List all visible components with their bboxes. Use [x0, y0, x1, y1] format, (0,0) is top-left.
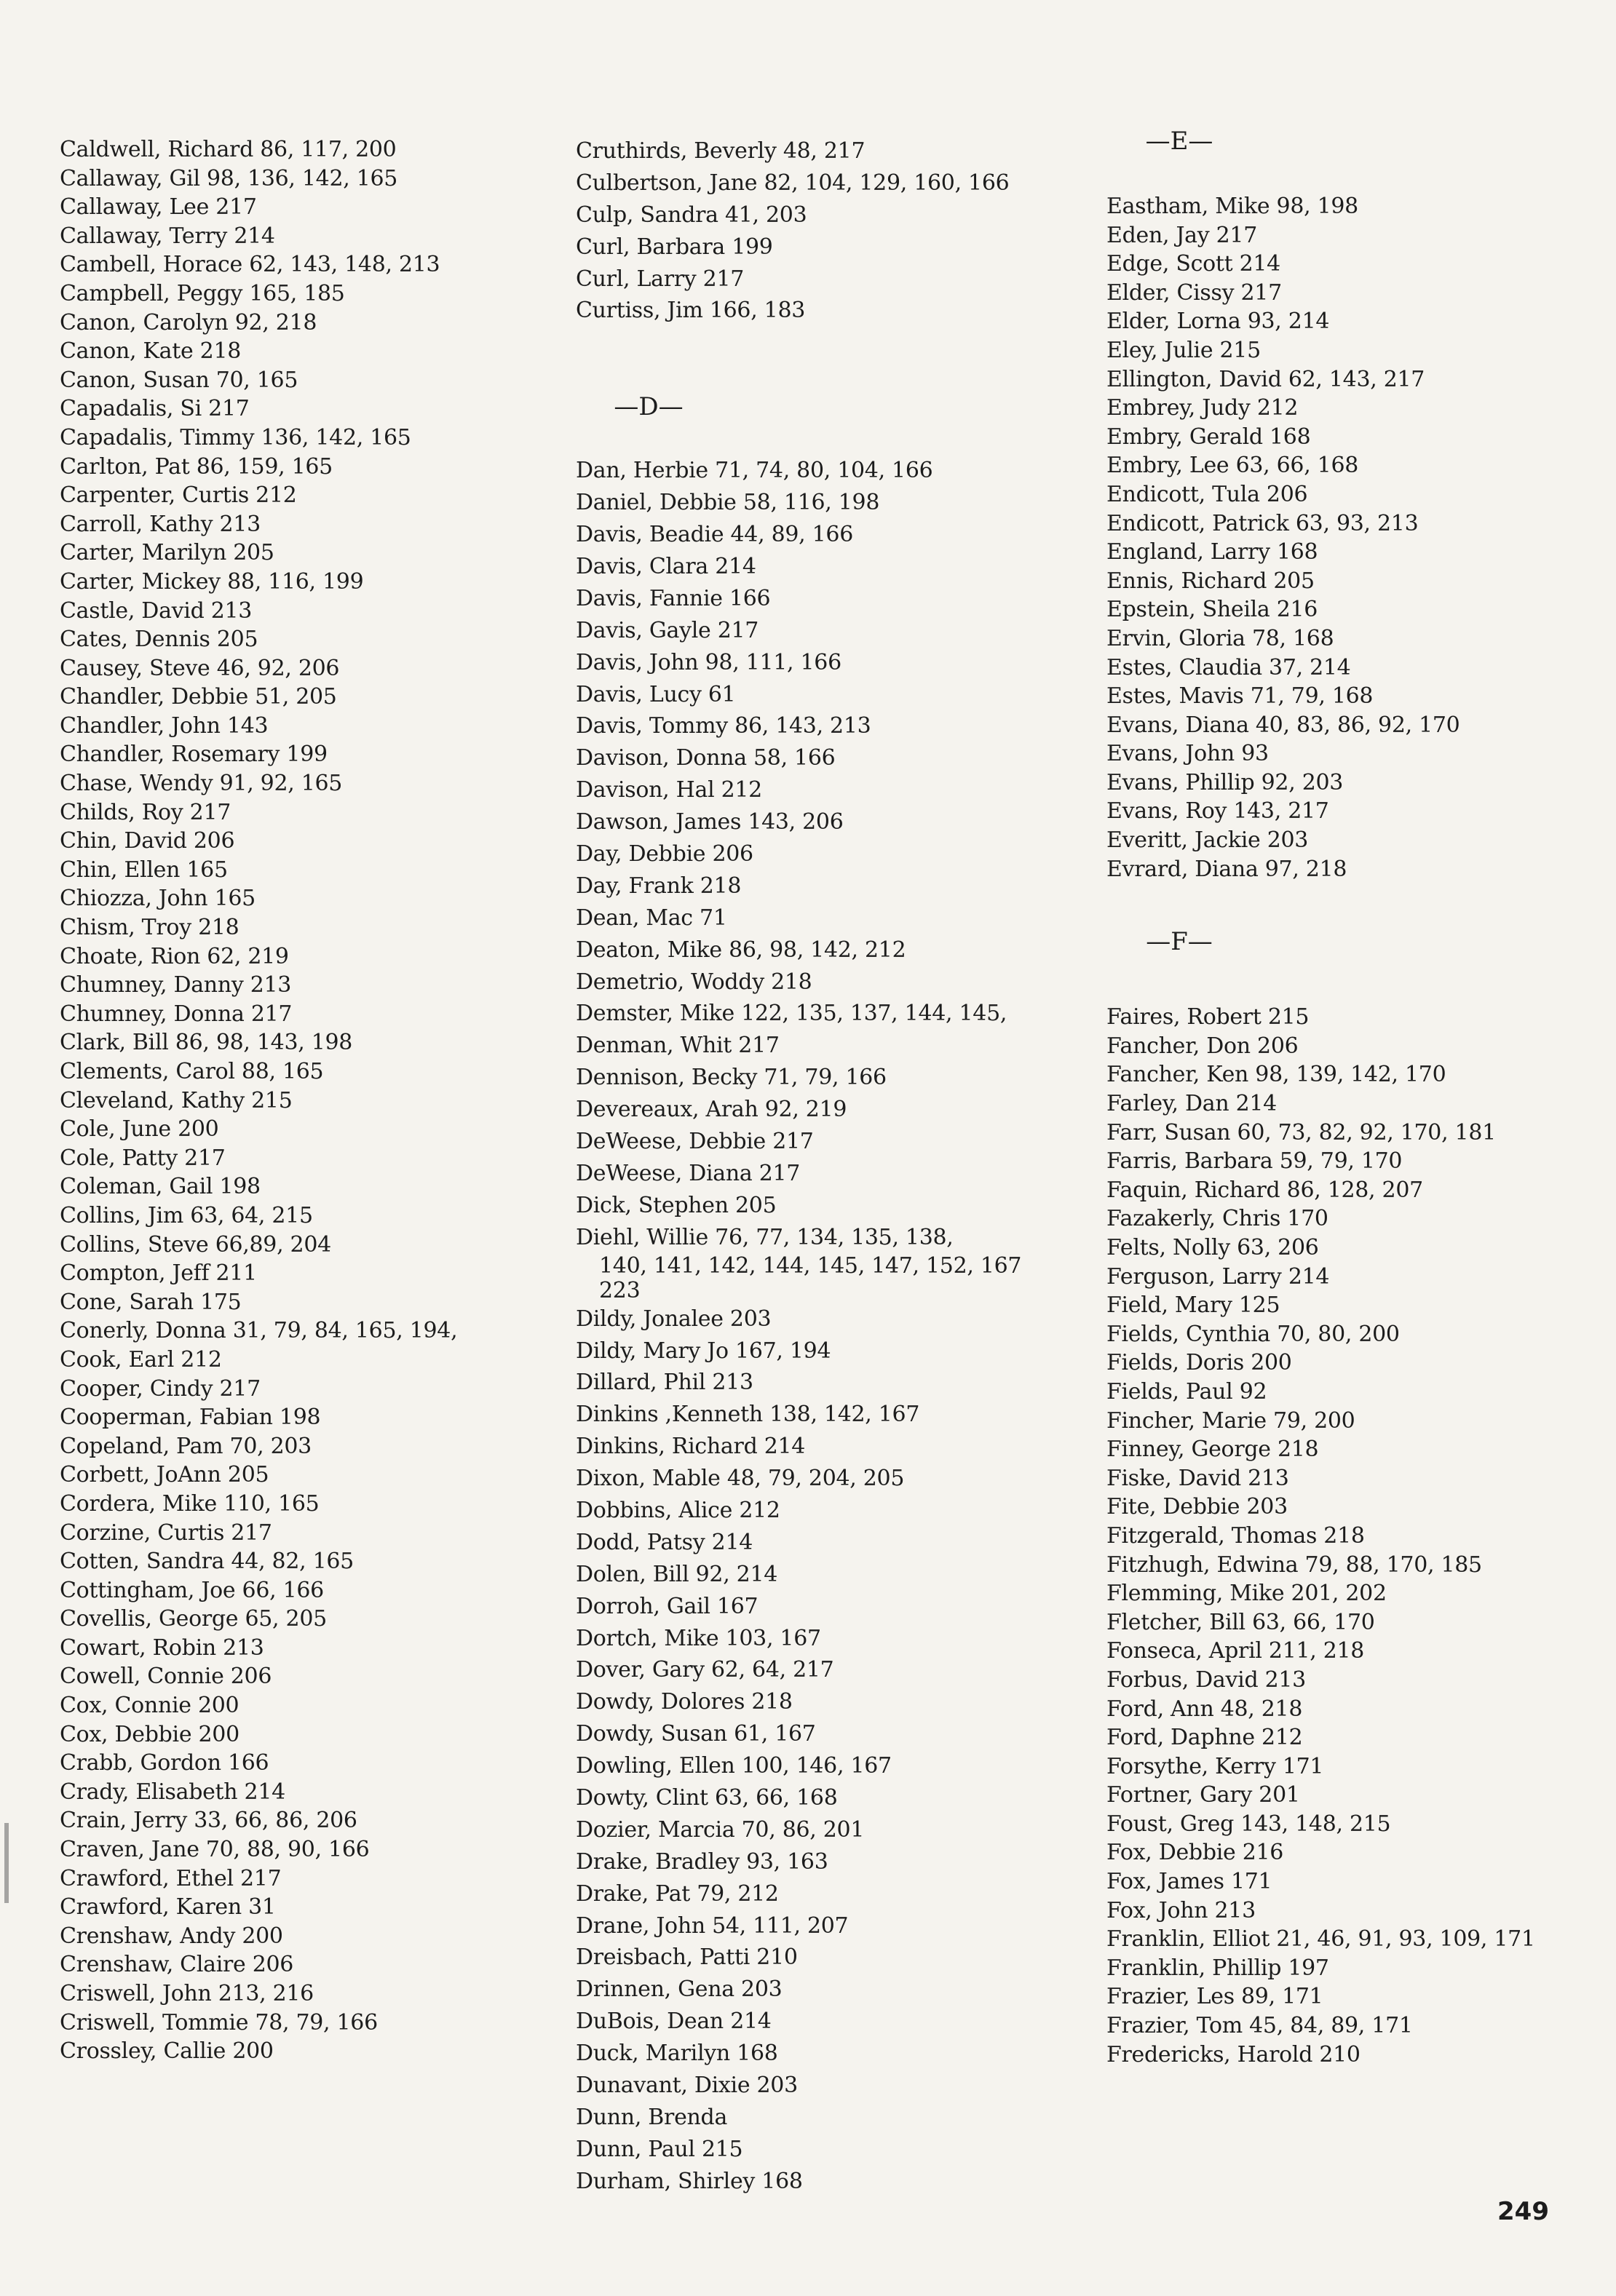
index-entry: Foust, Greg 143, 148, 215	[1106, 1811, 1391, 1837]
index-entry: Choate, Rion 62, 219	[60, 943, 289, 969]
index-entry: Collins, Steve 66,89, 204	[60, 1231, 331, 1258]
page-edge-mark	[4, 1823, 9, 1903]
index-entry: Dunavant, Dixie 203	[576, 2072, 798, 2098]
index-entry: Cowell, Connie 206	[60, 1664, 272, 1690]
index-entry: Ford, Daphne 212	[1106, 1725, 1303, 1751]
index-entry: Fazakerly, Chris 170	[1106, 1206, 1328, 1232]
index-entry: Fitzgerald, Thomas 218	[1106, 1522, 1365, 1549]
index-entry: Corbett, JoAnn 205	[60, 1462, 269, 1488]
index-entry: Daniel, Debbie 58, 116, 198	[576, 490, 880, 516]
index-entry: Felts, Nolly 63, 206	[1106, 1235, 1319, 1260]
index-entry: Fields, Cynthia 70, 80, 200	[1106, 1321, 1400, 1347]
index-entry: Evans, Phillip 92, 203	[1106, 769, 1344, 795]
index-entry: Cox, Connie 200	[60, 1693, 239, 1719]
index-entry: Crawford, Ethel 217	[60, 1865, 282, 1891]
index-entry: Dawson, James 143, 206	[576, 809, 844, 835]
index-entry: Estes, Claudia 37, 214	[1106, 654, 1351, 680]
index-entry: Faquin, Richard 86, 128, 207	[1106, 1177, 1423, 1203]
index-entry: Cox, Debbie 200	[60, 1721, 239, 1747]
index-entry: Cowart, Robin 213	[60, 1634, 264, 1661]
index-entry: Davison, Donna 58, 166	[576, 745, 836, 771]
index-entry: Frazier, Les 89, 171	[1106, 1984, 1323, 2010]
index-entry: Endicott, Patrick 63, 93, 213	[1106, 510, 1419, 536]
index-entry: Endicott, Tula 206	[1106, 481, 1308, 507]
index-entry: Dolen, Bill 92, 214	[576, 1561, 778, 1587]
index-entry: Demster, Mike 122, 135, 137, 144, 145,	[576, 1001, 1007, 1027]
index-entry: Dorroh, Gail 167	[576, 1593, 759, 1619]
index-entry: Crady, Elisabeth 214	[60, 1779, 285, 1805]
index-entry: Dowdy, Dolores 218	[576, 1689, 793, 1715]
index-entry: Chase, Wendy 91, 92, 165	[60, 771, 343, 797]
index-entry: Fox, John 213	[1106, 1897, 1256, 1923]
index-entry: Crawford, Karen 31	[60, 1894, 276, 1920]
index-entry: Devereaux, Arah 92, 219	[576, 1097, 847, 1123]
index-entry: Collins, Jim 63, 64, 215	[60, 1202, 313, 1228]
index-entry: Capadalis, Si 217	[60, 396, 250, 422]
index-entry: Dunn, Paul 215	[576, 2136, 743, 2162]
index-entry: Fonseca, April 211, 218	[1106, 1638, 1365, 1664]
index-entry: Day, Frank 218	[576, 873, 742, 899]
index-entry: Crain, Jerry 33, 66, 86, 206	[60, 1808, 357, 1834]
index-entry: Dozier, Marcia 70, 86, 201	[576, 1816, 865, 1843]
index-entry: Carter, Marilyn 205	[60, 540, 274, 566]
index-entry: Everitt, Jackie 203	[1106, 827, 1309, 854]
index-entry: Dowty, Clint 63, 66, 168	[576, 1784, 838, 1811]
index-entry: Cole, June 200	[60, 1116, 219, 1143]
index-entry: Callaway, Gil 98, 136, 142, 165	[60, 165, 398, 191]
index-entry: Dillard, Phil 213	[576, 1370, 753, 1396]
index-entry: Craven, Jane 70, 88, 90, 166	[60, 1837, 370, 1863]
index-entry: Criswell, John 213, 216	[60, 1981, 314, 2006]
index-entry: England, Larry 168	[1106, 539, 1318, 565]
index-entry: Fancher, Ken 98, 139, 142, 170	[1106, 1062, 1446, 1088]
index-entry: Drake, Pat 79, 212	[576, 1880, 779, 1907]
index-entry: Dowling, Ellen 100, 146, 167	[576, 1753, 892, 1779]
index-entry: Culp, Sandra 41, 203	[576, 202, 807, 228]
index-entry: Fox, James 171	[1106, 1869, 1272, 1895]
index-entry: Crabb, Gordon 166	[60, 1750, 269, 1776]
index-entry: Franklin, Phillip 197	[1106, 1955, 1329, 1981]
index-entry: Demetrio, Woddy 218	[576, 969, 812, 995]
index-entry: Capadalis, Timmy 136, 142, 165	[60, 424, 411, 450]
index-entry: Estes, Mavis 71, 79, 168	[1106, 683, 1374, 710]
index-entry: Epstein, Sheila 216	[1106, 597, 1318, 623]
index-entry: Causey, Steve 46, 92, 206	[60, 655, 340, 681]
index-entry: Chin, Ellen 165	[60, 857, 228, 883]
index-entry: Copeland, Pam 70, 203	[60, 1433, 312, 1459]
index-entry: Fitzhugh, Edwina 79, 88, 170, 185	[1106, 1552, 1482, 1578]
index-entry: Dennison, Becky 71, 79, 166	[576, 1065, 887, 1091]
index-entry: Forbus, David 213	[1106, 1667, 1306, 1693]
section-letter-f: —F—	[1146, 927, 1213, 957]
index-entry: Chandler, John 143	[60, 712, 269, 739]
index-entry: Evans, Diana 40, 83, 86, 92, 170	[1106, 712, 1460, 738]
index-entry: Crenshaw, Andy 200	[60, 1923, 283, 1949]
index-entry: Durham, Shirley 168	[576, 2168, 803, 2194]
index-entry: Ervin, Gloria 78, 168	[1106, 625, 1334, 651]
index-entry: Dildy, Jonalee 203	[576, 1306, 772, 1332]
index-entry: Chism, Troy 218	[60, 915, 239, 941]
index-entry: Fiske, David 213	[1106, 1465, 1289, 1491]
index-entry: Dildy, Mary Jo 167, 194	[576, 1338, 831, 1364]
index-entry: Day, Debbie 206	[576, 841, 753, 867]
index-entry: Edge, Scott 214	[1106, 251, 1280, 277]
index-entry: Frazier, Tom 45, 84, 89, 171	[1106, 2013, 1413, 2039]
index-entry: Eden, Jay 217	[1106, 222, 1258, 248]
index-entry: Davis, Beadie 44, 89, 166	[576, 522, 853, 548]
index-entry: Evrard, Diana 97, 218	[1106, 856, 1347, 882]
index-entry: Evans, John 93	[1106, 741, 1269, 767]
index-column-3	[1106, 127, 1609, 2069]
index-entry: Forsythe, Kerry 171	[1106, 1753, 1324, 1779]
index-entry: Crossley, Callie 200	[60, 2038, 274, 2065]
index-entry: Dick, Stephen 205	[576, 1192, 777, 1218]
index-entry: Curl, Barbara 199	[576, 234, 773, 260]
index-entry: Clark, Bill 86, 98, 143, 198	[60, 1030, 353, 1056]
index-entry: Carter, Mickey 88, 116, 199	[60, 568, 364, 595]
index-entry: Embry, Gerald 168	[1106, 424, 1311, 450]
index-entry: Elder, Lorna 93, 214	[1106, 309, 1330, 335]
index-entry: Elder, Cissy 217	[1106, 279, 1282, 306]
index-entry: Fields, Doris 200	[1106, 1350, 1292, 1376]
index-entry: Chandler, Debbie 51, 205	[60, 684, 337, 710]
index-entry: Chin, David 206	[60, 828, 235, 854]
index-entry: DeWeese, Debbie 217	[576, 1129, 814, 1155]
index-entry: Dinkins ,Kenneth 138, 142, 167	[576, 1402, 920, 1428]
index-entry: Dreisbach, Patti 210	[576, 1945, 798, 1971]
index-entry: Coleman, Gail 198	[60, 1174, 261, 1200]
index-entry: Canon, Susan 70, 165	[60, 367, 298, 393]
index-entry: Dodd, Patsy 214	[576, 1529, 753, 1555]
index-entry: Dobbins, Alice 212	[576, 1497, 780, 1523]
index-entry: Fox, Debbie 216	[1106, 1840, 1284, 1866]
index-entry: Fincher, Marie 79, 200	[1106, 1407, 1355, 1434]
index-entry: Ennis, Richard 205	[1106, 568, 1315, 594]
index-entry: Covellis, George 65, 205	[60, 1606, 327, 1632]
index-entry: Deaton, Mike 86, 98, 142, 212	[576, 937, 906, 963]
index-entry: Field, Mary 125	[1106, 1292, 1280, 1319]
index-entry: Dunn, Brenda	[576, 2104, 728, 2130]
index-entry: Cordera, Mike 110, 165	[60, 1490, 320, 1517]
index-entry: Cambell, Horace 62, 143, 148, 213	[60, 252, 440, 278]
index-entry: Curtiss, Jim 166, 183	[576, 298, 806, 324]
index-entry: Conerly, Donna 31, 79, 84, 165, 194,	[60, 1318, 458, 1344]
index-entry: Ferguson, Larry 214	[1106, 1263, 1330, 1290]
index-entry: Chumney, Donna 217	[60, 1001, 293, 1027]
index-entry: Denman, Whit 217	[576, 1033, 780, 1059]
index-entry: Carroll, Kathy 213	[60, 511, 261, 537]
index-entry: Fletcher, Bill 63, 66, 170	[1106, 1609, 1375, 1635]
index-entry: Chiozza, John 165	[60, 886, 256, 912]
index-entry: Culbertson, Jane 82, 104, 129, 160, 166	[576, 170, 1010, 196]
index-entry: Canon, Kate 218	[60, 338, 242, 365]
index-entry: DuBois, Dean 214	[576, 2009, 772, 2035]
index-entry: Canon, Carolyn 92, 218	[60, 309, 317, 335]
index-entry: Cleveland, Kathy 215	[60, 1087, 293, 1113]
index-entry: Corzine, Curtis 217	[60, 1520, 272, 1546]
index-entry: Diehl, Willie 76, 77, 134, 135, 138,	[576, 1224, 954, 1250]
index-entry: Finney, George 218	[1106, 1437, 1319, 1463]
index-entry: Cruthirds, Beverly 48, 217	[576, 138, 866, 164]
index-entry: Ford, Ann 48, 218	[1106, 1696, 1303, 1722]
index-entry: Fite, Debbie 203	[1106, 1494, 1288, 1520]
index-entry: Curl, Larry 217	[576, 266, 745, 292]
index-entry: Ellington, David 62, 143, 217	[1106, 366, 1425, 392]
index-entry: Dean, Mac 71	[576, 905, 727, 931]
index-entry: Cotten, Sandra 44, 82, 165	[60, 1549, 354, 1575]
index-entry: Faires, Robert 215	[1106, 1004, 1310, 1030]
index-entry: Eastham, Mike 98, 198	[1106, 194, 1358, 219]
section-letter-e: —E—	[1145, 127, 1213, 156]
index-entry: Criswell, Tommie 78, 79, 166	[60, 2009, 378, 2035]
index-entry: Cook, Earl 212	[60, 1346, 222, 1373]
index-entry: Davis, Gayle 217	[576, 617, 759, 643]
index-entry-continuation: 223	[599, 1277, 641, 1303]
index-entry: Farley, Dan 214	[1106, 1091, 1277, 1117]
index-entry: Franklin, Elliot 21, 46, 91, 93, 109, 171	[1106, 1926, 1535, 1953]
index-entry: Davis, Lucy 61	[576, 681, 736, 707]
index-entry: Drake, Bradley 93, 163	[576, 1848, 828, 1875]
index-entry: Flemming, Mike 201, 202	[1106, 1581, 1387, 1607]
index-entry: Davison, Hal 212	[576, 777, 762, 803]
index-entry: Compton, Jeff 211	[60, 1260, 257, 1287]
index-entry: Davis, John 98, 111, 166	[576, 649, 841, 675]
index-entry: Caldwell, Richard 86, 117, 200	[60, 137, 397, 162]
index-entry: Dixon, Mable 48, 79, 204, 205	[576, 1466, 905, 1492]
index-entry: Cone, Sarah 175	[60, 1289, 242, 1315]
index-entry: Farr, Susan 60, 73, 82, 92, 170, 181	[1106, 1119, 1496, 1145]
index-entry: Crenshaw, Claire 206	[60, 1952, 294, 1978]
index-entry: Fields, Paul 92	[1106, 1378, 1267, 1405]
index-entry: Davis, Clara 214	[576, 554, 756, 580]
index-entry: Embrey, Judy 212	[1106, 395, 1299, 421]
index-entry: Duck, Marilyn 168	[576, 2041, 778, 2067]
index-entry: Fredericks, Harold 210	[1106, 2041, 1360, 2067]
index-entry: Dan, Herbie 71, 74, 80, 104, 166	[576, 458, 933, 484]
index-entry: Farris, Barbara 59, 79, 170	[1106, 1148, 1403, 1175]
index-entry: Clements, Carol 88, 165	[60, 1059, 324, 1084]
index-column-1	[60, 135, 555, 2066]
index-entry: Cottingham, Joe 66, 166	[60, 1577, 324, 1603]
index-entry: Dowdy, Susan 61, 167	[576, 1721, 816, 1747]
index-entry: Callaway, Lee 217	[60, 194, 257, 221]
index-entry-continuation: 140, 141, 142, 144, 145, 147, 152, 167	[599, 1252, 1022, 1279]
index-entry: Chandler, Rosemary 199	[60, 742, 328, 768]
index-column-2	[576, 135, 1085, 2198]
index-entry: Carpenter, Curtis 212	[60, 482, 297, 509]
page-number: 249	[1497, 2197, 1549, 2226]
index-entry: Drinnen, Gena 203	[576, 1977, 783, 2003]
index-entry: Callaway, Terry 214	[60, 223, 275, 249]
index-entry: Embry, Lee 63, 66, 168	[1106, 453, 1359, 479]
index-entry: Castle, David 213	[60, 597, 253, 624]
index-entry: Carlton, Pat 86, 159, 165	[60, 453, 333, 480]
index-entry: Campbell, Peggy 165, 185	[60, 280, 345, 306]
index-entry: Cates, Dennis 205	[60, 627, 258, 653]
index-entry: Dover, Gary 62, 64, 217	[576, 1657, 834, 1683]
index-entry: Davis, Fannie 166	[576, 585, 771, 611]
index-entry: DeWeese, Diana 217	[576, 1160, 801, 1186]
index-entry: Dinkins, Richard 214	[576, 1434, 806, 1460]
index-entry: Fortner, Gary 201	[1106, 1782, 1300, 1808]
section-letter-d: —D—	[614, 392, 684, 422]
index-entry: Eley, Julie 215	[1106, 337, 1261, 363]
index-entry: Cooperman, Fabian 198	[60, 1405, 321, 1431]
index-entry: Drane, John 54, 111, 207	[576, 1912, 849, 1939]
index-entry: Davis, Tommy 86, 143, 213	[576, 713, 871, 739]
index-entry: Childs, Roy 217	[60, 799, 231, 825]
index-entry: Cole, Patty 217	[60, 1145, 226, 1171]
index-entry: Chumney, Danny 213	[60, 972, 292, 998]
index-entry: Fancher, Don 206	[1106, 1033, 1299, 1059]
index-entry: Dortch, Mike 103, 167	[576, 1625, 821, 1651]
index-entry: Cooper, Cindy 217	[60, 1375, 261, 1402]
index-entry: Evans, Roy 143, 217	[1106, 798, 1329, 825]
